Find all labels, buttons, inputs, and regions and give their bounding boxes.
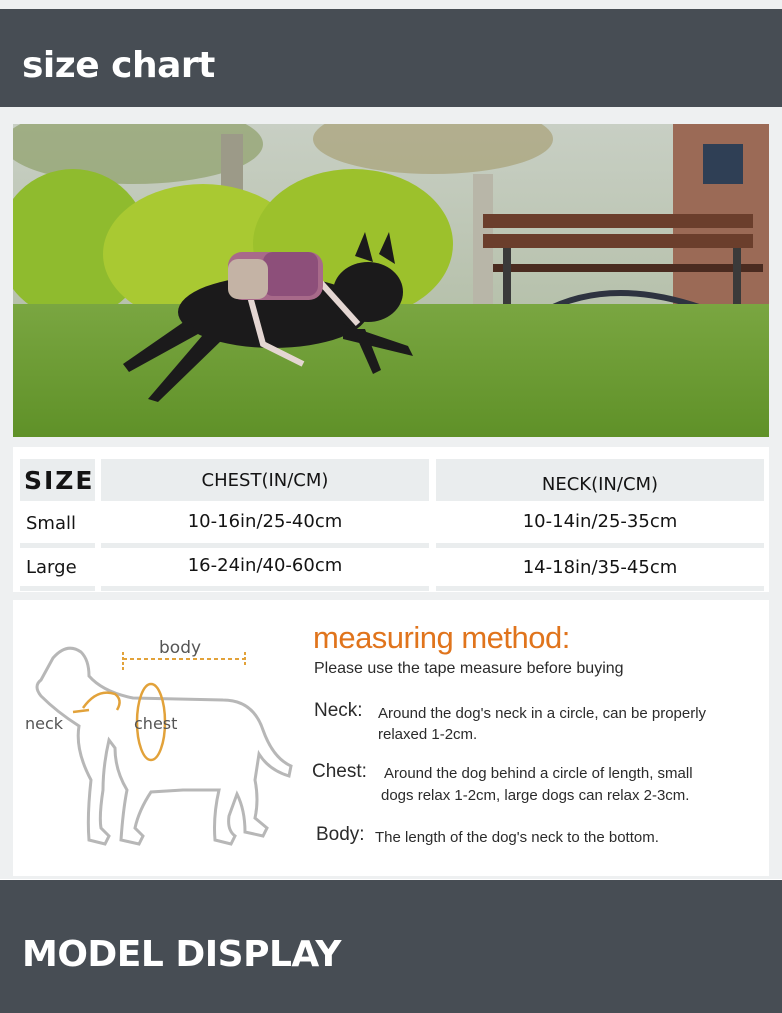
size-table: [13, 447, 769, 592]
table-row-large-neck: 14-18in/35-45cm: [522, 556, 678, 578]
measuring-subtitle: Please use the tape measure before buying: [314, 660, 624, 677]
product-photo: [13, 124, 769, 437]
body-instruction-text: The length of the dog's neck to the bottom.: [375, 829, 659, 846]
table-row-large-chest: 16-24in/40-60cm: [187, 554, 343, 576]
chest-column-header: CHEST(IN/CM): [101, 459, 429, 501]
row-divider: [436, 586, 764, 591]
dog-measurement-diagram: [23, 630, 303, 860]
neck-instruction-label: Neck:: [314, 700, 363, 721]
footer-bar: [0, 880, 782, 1013]
header-bar: [0, 9, 782, 107]
neck-label: neck: [25, 714, 64, 733]
top-strip: [0, 0, 782, 9]
table-row-small-size: Small: [26, 512, 76, 534]
chest-instruction-label: Chest:: [312, 761, 367, 782]
measuring-panel: [13, 600, 769, 876]
section-title: size chart: [22, 45, 215, 86]
chest-instruction-text-2: dogs relax 1-2cm, large dogs can relax 2-3cm.: [381, 787, 690, 804]
row-divider: [20, 586, 95, 591]
measuring-title: measuring method:: [313, 620, 570, 655]
table-row-small-neck: 10-14in/25-35cm: [522, 510, 678, 532]
neck-column-header: NECK(IN/CM): [436, 459, 764, 501]
body-instruction-label: Body:: [316, 824, 365, 845]
table-row-large-size: Large: [26, 556, 77, 578]
dog-photo-illustration: [13, 124, 769, 437]
neck-instruction-text: Around the dog's neck in a circle, can be properly: [378, 705, 707, 722]
table-row-small-chest: 10-16in/25-40cm: [187, 510, 343, 532]
model-display-title: MODEL DISPLAY: [22, 934, 341, 975]
neck-instruction-text-2: relaxed 1-2cm.: [378, 726, 478, 743]
size-column-header: SIZE: [20, 459, 95, 501]
body-label: body: [159, 638, 202, 658]
row-divider: [101, 586, 429, 591]
chest-label: chest: [134, 714, 178, 733]
chest-instruction-text: Around the dog behind a circle of length, small: [384, 765, 693, 782]
